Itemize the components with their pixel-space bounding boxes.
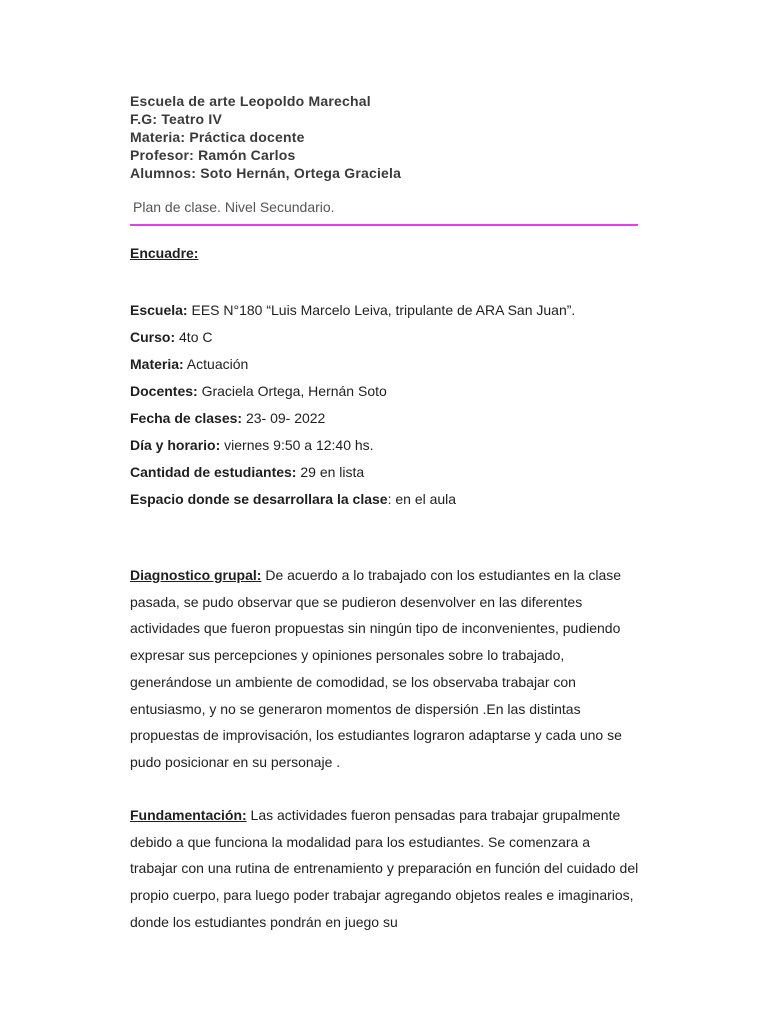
field-espacio: Espacio donde se desarrollara la clase: en el aula <box>130 491 457 507</box>
plan-subtitle: Plan de clase. Nivel Secundario. <box>133 199 335 215</box>
diagnostico-label: Diagnostico grupal: <box>130 567 262 583</box>
diagnostico-paragraph <box>130 562 640 776</box>
divider-rule <box>130 224 638 226</box>
subject-line: Materia: Práctica docente <box>130 129 305 145</box>
professor-line: Profesor: Ramón Carlos <box>130 147 296 163</box>
field-escuela: Escuela: EES N°180 “Luis Marcelo Leiva, tripulante de ARA San Juan”. <box>130 302 576 318</box>
document-header <box>130 92 640 182</box>
field-docentes: Docentes: Graciela Ortega, Hernán Soto <box>130 383 387 399</box>
field-curso: Curso: 4to C <box>130 329 213 345</box>
fg-line: F.G: Teatro IV <box>130 111 222 127</box>
fundamentacion-paragraph <box>130 802 640 936</box>
fundamentacion-label: Fundamentación: <box>130 807 247 823</box>
field-materia: Materia: Actuación <box>130 356 249 372</box>
school-name: Escuela de arte Leopoldo Marechal <box>130 93 371 109</box>
field-cantidad: Cantidad de estudiantes: 29 en lista <box>130 464 365 480</box>
diagnostico-text: De acuerdo a lo trabajado con los estudiantes en la clase pasada, se pudo observar que se pudieron desenvolver en las diferentes actividades que fueron propuestas sin ningún tipo de inconvenientes, pudiendo expresar sus percepciones y opiniones personales sobre lo trabajado, generándose un ambiente de comodidad, se los observaba trabajar con entusiasmo, y no se generaron momentos de dispersión .En las distintas propuestas de improvisación, los estudiantes lograron adaptarse y cada uno se pudo posicionar en su personaje . <box>130 567 622 770</box>
field-fecha: Fecha de clases: 23- 09- 2022 <box>130 410 326 426</box>
encuadre-fields <box>130 297 640 513</box>
encuadre-heading: Encuadre: <box>130 245 199 261</box>
fundamentacion-text: Las actividades fueron pensadas para trabajar grupalmente debido a que funciona la modalidad para los estudiantes. Se comenzara a trabajar con una rutina de entrenamiento y preparación en función del cuidado del propio cuerpo, para luego poder trabajar agregando objetos reales e imaginarios, donde los estudiantes pondrán en juego su <box>130 807 639 930</box>
field-dia-horario: Día y horario: viernes 9:50 a 12:40 hs. <box>130 437 374 453</box>
students-line: Alumnos: Soto Hernán, Ortega Graciela <box>130 165 402 181</box>
